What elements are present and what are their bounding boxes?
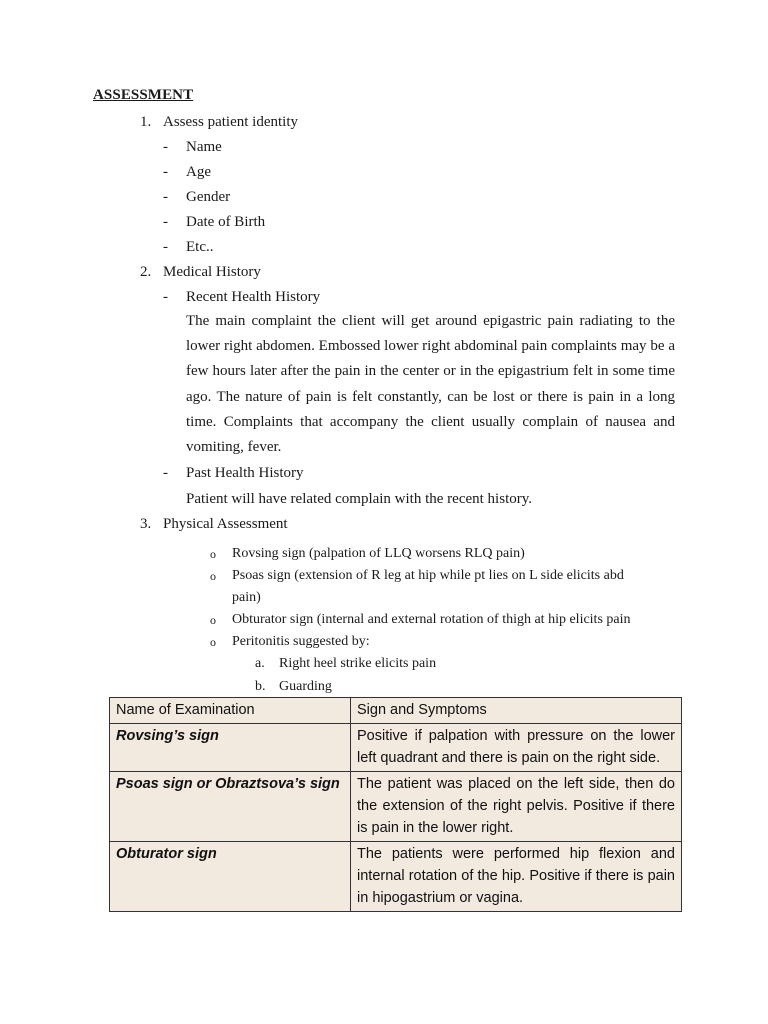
exam-name-cell: Rovsing’s sign: [110, 724, 351, 772]
list-dash: -: [163, 289, 168, 305]
examination-table: [109, 697, 682, 912]
sub-list-item: Guarding: [279, 679, 332, 694]
list-item: Etc..: [186, 239, 214, 255]
list-item: Date of Birth: [186, 214, 266, 230]
table-row: [110, 842, 682, 912]
past-history-text: Patient will have related complain with the recent history.: [186, 491, 533, 507]
bullet-item: Psoas sign (extension of R leg at hip while pt lies on L side elicits abd: [232, 568, 624, 583]
section-1-number: 1.: [140, 114, 152, 130]
section-1-title: Assess patient identity: [163, 114, 298, 130]
table-header-cell: Name of Examination: [110, 698, 351, 724]
list-dash: -: [163, 139, 168, 155]
sub-list-letter: a.: [255, 656, 265, 671]
bullet-item: Rovsing sign (palpation of LLQ worsens RLQ pain): [232, 546, 525, 561]
bullet-icon: o: [210, 613, 216, 627]
page-title: ASSESSMENT: [93, 87, 194, 103]
table-row: [110, 724, 682, 772]
bullet-icon: o: [210, 635, 216, 649]
sub-list-letter: b.: [255, 679, 266, 694]
recent-history-text: The main complaint the client will get around epigastric pain radiating to the lower right abdomen. Embossed lower right abdominal pain complaints may be a few hours later after the pain in the center or in the epigastrium felt in some time ago. The nature of pain is felt constantly, can be lost or there is pain in a long time. Complaints that accompany the client usually complain of nausea and vomiting, fever.: [186, 313, 675, 456]
list-dash: -: [163, 189, 168, 205]
bullet-icon: o: [210, 569, 216, 583]
list-item: Name: [186, 139, 222, 155]
list-item: Gender: [186, 189, 231, 205]
recent-history-label: Recent Health History: [186, 289, 321, 305]
list-dash: -: [163, 214, 168, 230]
past-history-label: Past Health History: [186, 465, 304, 481]
list-dash: -: [163, 239, 168, 255]
exam-name-cell: Psoas sign or Obraztsova’s sign: [110, 772, 351, 842]
table-header-cell: Sign and Symptoms: [351, 698, 682, 724]
bullet-icon: o: [210, 547, 216, 561]
bullet-item-continuation: pain): [232, 590, 261, 605]
table-header-row: [110, 698, 682, 724]
list-dash: -: [163, 465, 168, 481]
exam-desc-cell: Positive if palpation with pressure on the lower left quadrant and there is pain on the right side.: [351, 724, 682, 772]
section-3-number: 3.: [140, 516, 152, 532]
sub-list-item: Right heel strike elicits pain: [279, 656, 437, 671]
section-3-title: Physical Assessment: [163, 516, 288, 532]
exam-desc-cell: The patients were performed hip flexion and internal rotation of the hip. Positive if there is pain in hipogastrium or vagina.: [351, 842, 682, 912]
section-2-number: 2.: [140, 264, 152, 280]
exam-name-cell: Obturator sign: [110, 842, 351, 912]
bullet-item: Peritonitis suggested by:: [232, 634, 370, 649]
bullet-item: Obturator sign (internal and external rotation of thigh at hip elicits pain: [232, 612, 631, 627]
list-item: Age: [186, 164, 211, 180]
exam-desc-cell: The patient was placed on the left side, then do the extension of the right pelvis. Positive if there is pain in the lower right.: [351, 772, 682, 842]
list-dash: -: [163, 164, 168, 180]
section-2-title: Medical History: [163, 264, 261, 280]
table-row: [110, 772, 682, 842]
